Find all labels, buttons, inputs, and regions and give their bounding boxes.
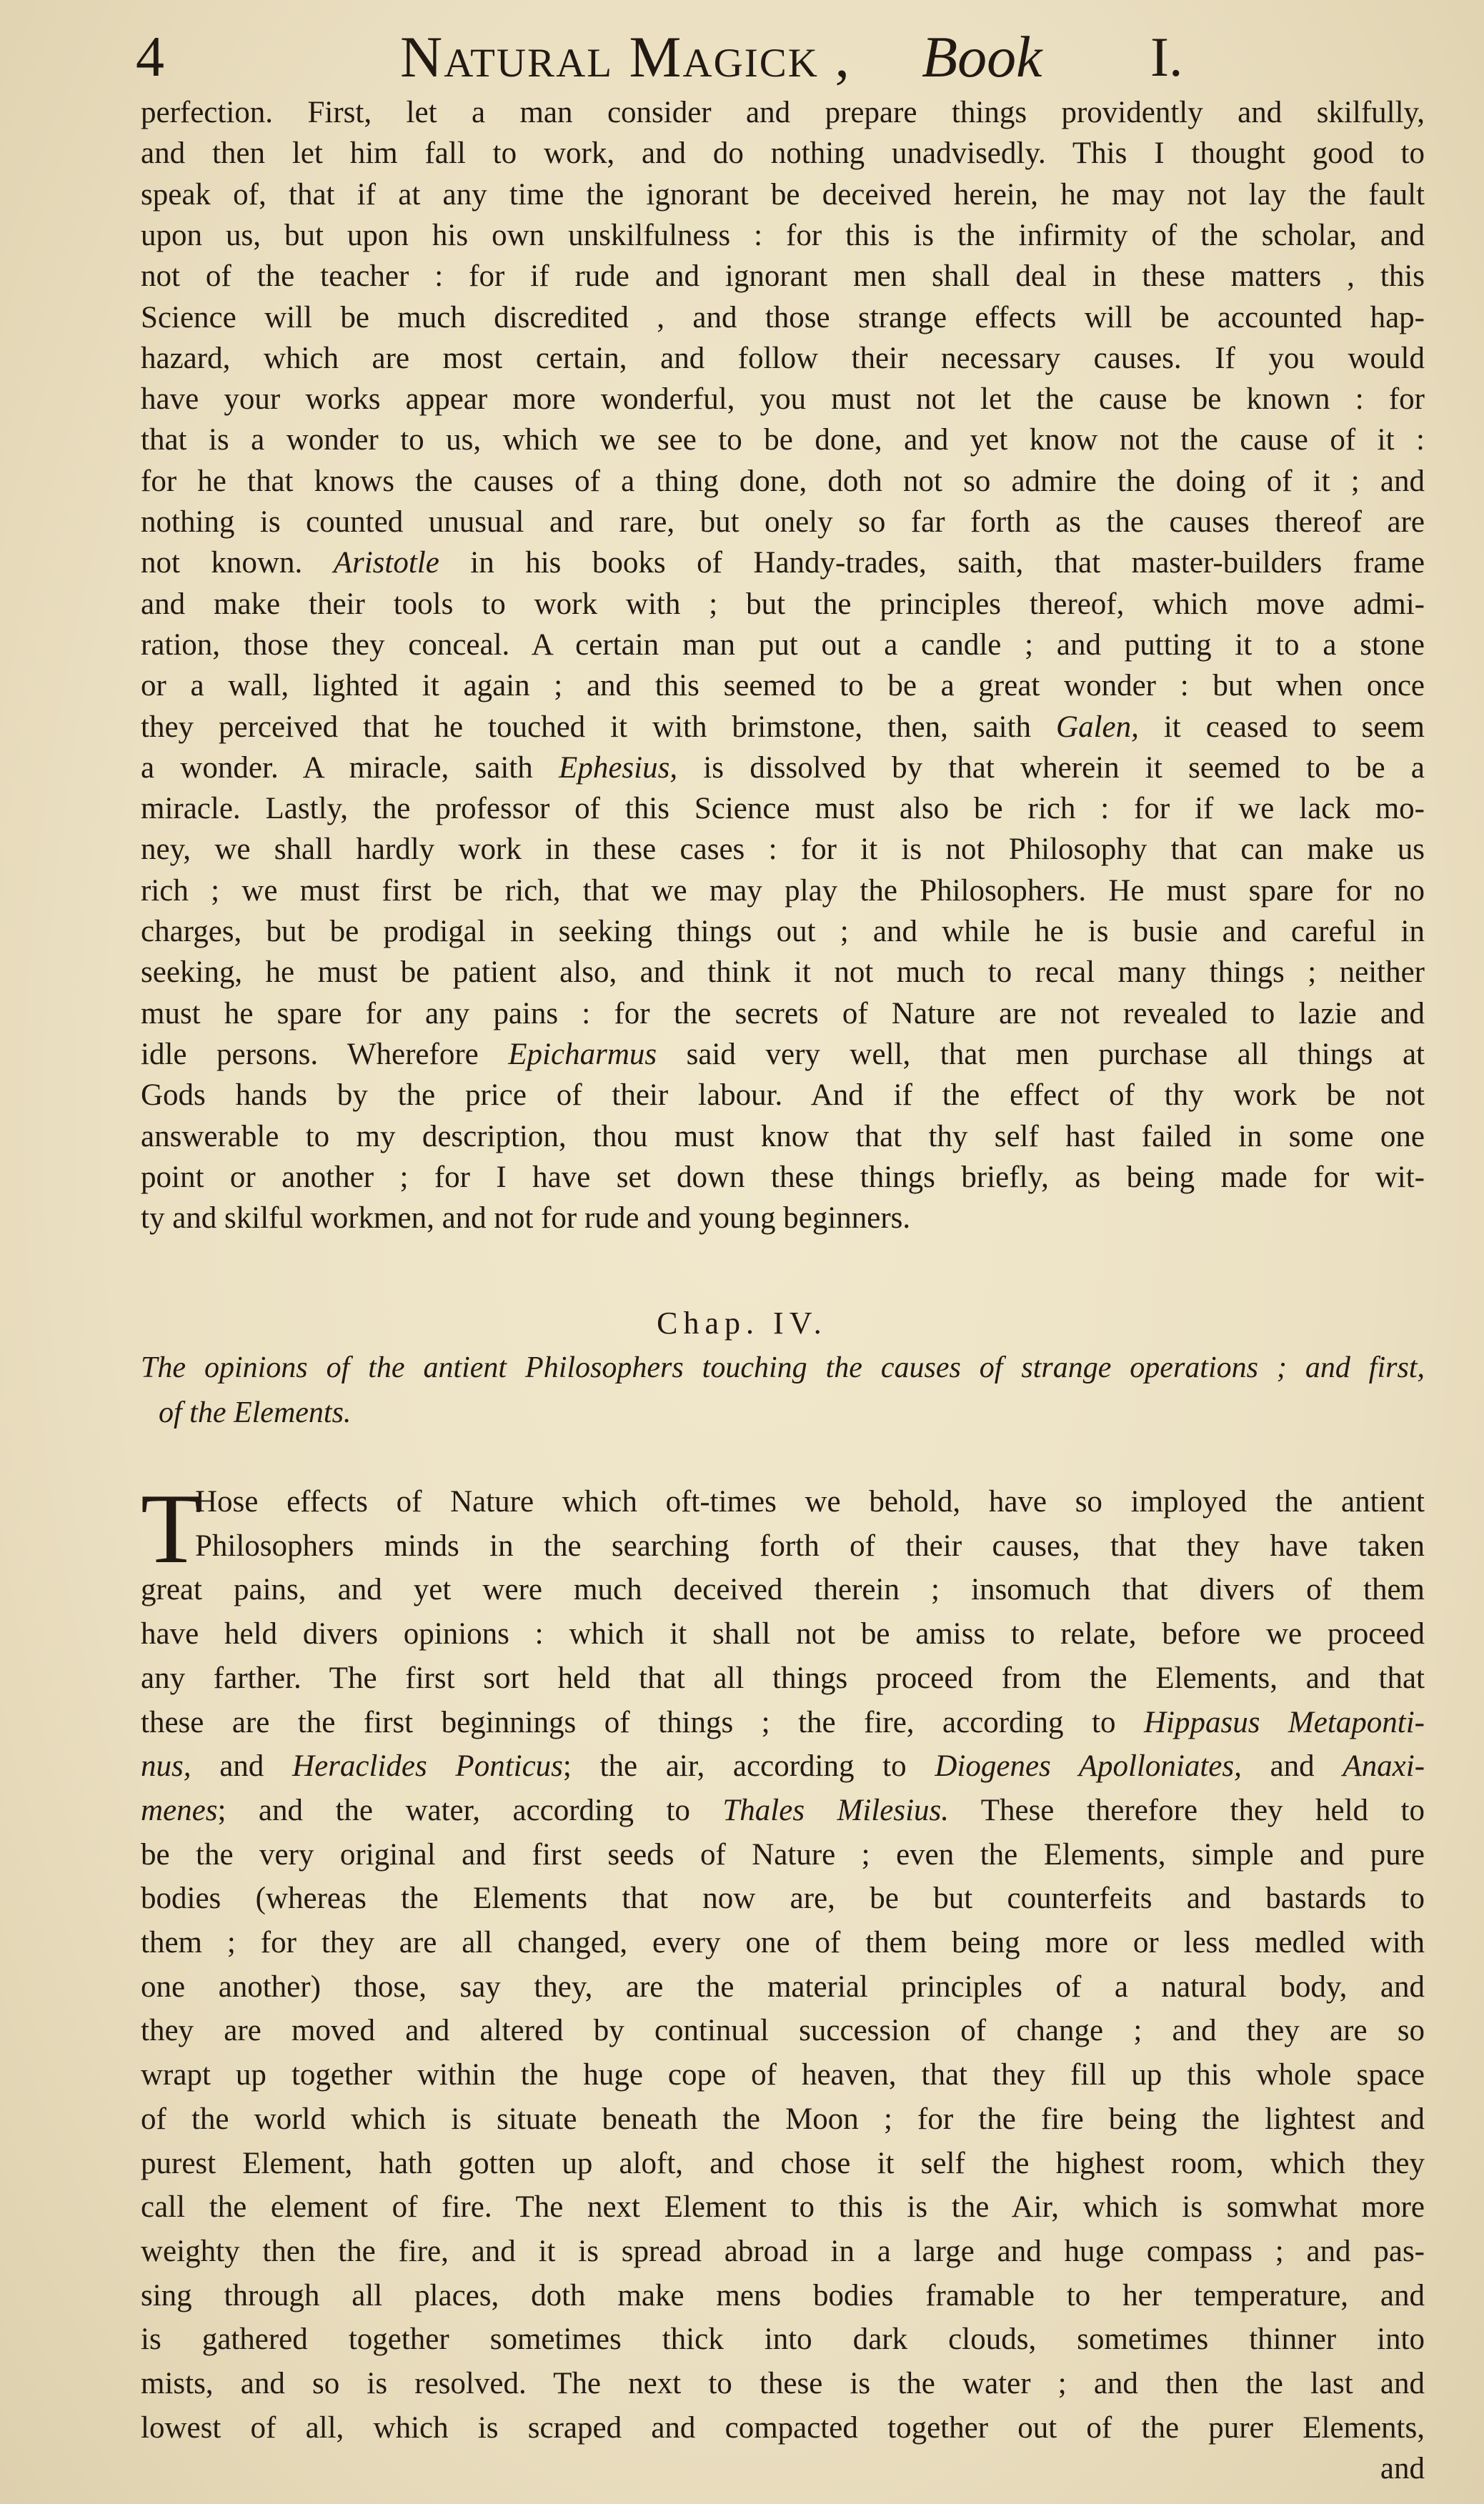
text-line [141, 747, 1425, 790]
italic-name: Diogenes Apolloniates, [935, 1749, 1242, 1784]
text-line [141, 951, 1425, 994]
text-run: mists, and so is resolved. The next to these is the water ; and then the last and [141, 2367, 1425, 2400]
text-run: Science will be much discredited , and those strange effects will be accounted hap- [141, 300, 1425, 334]
italic-name: Anaxi- [1343, 1749, 1425, 1784]
text-line [141, 1834, 1425, 1877]
text-line [141, 132, 1425, 175]
text-run: them ; for they are all changed, every one of them being more or less medled with [141, 1926, 1425, 1959]
text-run: in his books of Handy-trades, saith, that master-builders frame [439, 546, 1425, 580]
text-run: upon us, but upon his own unskilfulness : for this is the infirmity of the scholar, and [141, 218, 1425, 252]
running-book: Book [922, 24, 1042, 89]
italic-name: Hippasus Metaponti- [1143, 1705, 1425, 1739]
text-run: answerable to my description, thou must know that thy self hast failed in some one [141, 1119, 1425, 1153]
text-run: ; and the water, according to [217, 1793, 723, 1827]
text-line [141, 2054, 1425, 2097]
text-line [141, 1074, 1425, 1117]
text-run: a wonder. A miracle, saith [141, 750, 559, 785]
text-run: and then let him fall to work, and do nothing unadvisedly. This I thought good to [141, 136, 1425, 171]
text-run: Philosophers minds in the searching forth of their causes, that they have taken [195, 1529, 1425, 1563]
text-run: have your works appear more wonderful, you must not let the cause be known : for [141, 382, 1425, 417]
text-run: purest Element, hath gotten up aloft, and chose it self the highest room, which they [141, 2146, 1425, 2180]
text-run: seeking, he must be patient also, and think it not much to recal many things ; neither [141, 955, 1425, 990]
text-run: they are moved and altered by continual succession of change ; and they are so [141, 2014, 1425, 2048]
text-run: miracle. Lastly, the professor of this Science must also be rich : for if we lack mo- [141, 792, 1425, 826]
text-run: and [1241, 1749, 1343, 1784]
text-line [141, 1033, 1425, 1076]
text-line [141, 870, 1425, 913]
text-line [141, 1922, 1425, 1964]
text-line [141, 1197, 1425, 1240]
text-line [141, 460, 1425, 503]
text-run: perfection. First, let a man consider and prepare things providently and skilfully, [141, 96, 1425, 129]
text-line [141, 1156, 1425, 1199]
text-line [141, 1657, 1425, 1700]
drop-cap: T [141, 1474, 202, 1584]
text-run: Gods hands by the price of their labour. And if the effect of thy work be not [141, 1078, 1425, 1113]
italic-name: Galen, [1056, 710, 1139, 744]
text-line [141, 2098, 1425, 2141]
text-line [141, 2407, 1425, 2450]
text-line [141, 2142, 1425, 2185]
text-line [141, 378, 1425, 421]
text-line [141, 2009, 1425, 2052]
text-run: speak of, that if at any time the ignorant be deceived herein, he may not lay the fault [141, 177, 1425, 212]
italic-name: menes [141, 1793, 218, 1827]
text-line [141, 2275, 1425, 2317]
italic-name: Ephesius, [559, 750, 678, 785]
text-line [141, 706, 1425, 749]
text-run: weighty then the fire, and it is spread abroad in a large and huge compass ; and pas- [141, 2234, 1425, 2268]
text-run: idle persons. Wherefore [141, 1037, 509, 1071]
text-run: of the world which is situate beneath the Moon ; for the fire being the lightest and [141, 2102, 1425, 2136]
text-run: ration, those they conceal. A certain man put out a candle ; and putting it to a stone [141, 627, 1425, 662]
italic-name: Aristotle [333, 546, 439, 580]
text-run: any farther. The first sort held that all things proceed from the Elements, and that [141, 1661, 1425, 1695]
chapter-heading: Chap. IV. [657, 1306, 827, 1341]
text-line [141, 828, 1425, 871]
text-line [141, 993, 1425, 1035]
chapter-subtitle-line: The opinions of the antient Philosophers touching the causes of strange operations ; and first, [141, 1351, 1425, 1384]
text-run: great pains, and yet were much deceived therein ; insomuch that divers of them [141, 1573, 1425, 1607]
italic-name: Heraclides Ponticus [292, 1749, 563, 1784]
text-run: nothing is counted unusual and rare, but onely so far forth as the causes thereof are [141, 505, 1425, 539]
text-run: have held divers opinions : which it shall not be amiss to relate, before we proceed [141, 1617, 1425, 1651]
text-line [141, 2363, 1425, 2405]
text-run: lowest of all, which is scraped and compacted together out of the purer Elements, [141, 2410, 1425, 2445]
text-run: bodies (whereas the Elements that now are, be but counterfeits and bastards to [141, 1882, 1425, 1916]
text-run: that is a wonder to us, which we see to be done, and yet know not the cause of it : [141, 423, 1425, 457]
text-line [141, 1701, 1425, 1744]
text-line [141, 788, 1425, 830]
text-run: rich ; we must first be rich, that we may play the Philosophers. He must spare for no [141, 873, 1425, 908]
text-run: or a wall, lighted it again ; and this seemed to be a great wonder : but when once [141, 669, 1425, 703]
text-line [141, 624, 1425, 667]
text-run: charges, but be prodigal in seeking things out ; and while he is busie and careful in [141, 915, 1425, 948]
italic-name: nus, [141, 1749, 191, 1784]
text-run: for he that knows the causes of a thing done, doth not so admire the doing of it ; and [141, 464, 1425, 498]
chapter-subtitle-line: of the Elements. [159, 1396, 352, 1429]
text-line [141, 1569, 1425, 1611]
page-number: 4 [136, 26, 164, 89]
text-line [141, 501, 1425, 544]
text-run: and [191, 1749, 293, 1784]
text-run: is dissolved by that wherein it seemed to be a [677, 750, 1425, 785]
text-line [141, 297, 1425, 339]
text-run: not of the teacher : for if rude and ignorant men shall deal in these matters , this [141, 259, 1425, 294]
text-run: one another) those, say they, are the material principles of a natural body, and [141, 1969, 1425, 2004]
text-line [141, 910, 1425, 953]
text-line [141, 214, 1425, 257]
text-run: they perceived that he touched it with brimstone, then, saith [141, 710, 1057, 744]
text-run: call the element of fire. The next Element to this is the Air, which is somwhat more [141, 2190, 1425, 2225]
text-line [141, 1966, 1425, 2009]
text-line [141, 91, 1425, 134]
italic-name: Thales Milesius. [722, 1793, 950, 1827]
text-line [141, 583, 1425, 626]
text-line [141, 2186, 1425, 2229]
text-run: point or another ; for I have set down these things briefly, as being made for wit- [141, 1160, 1425, 1194]
text-run: is gathered together sometimes thick into dark clouds, sometimes thinner into [141, 2322, 1425, 2357]
text-line [141, 337, 1425, 380]
text-line [141, 1789, 1425, 1832]
running-title: Natural Magick , [400, 24, 851, 89]
text-line [141, 419, 1425, 462]
text-run: and make their tools to work with ; but the principles thereof, which move admi- [141, 587, 1425, 621]
catchword: and [1380, 2452, 1425, 2485]
text-line [141, 1116, 1425, 1158]
italic-name: Epicharmus [508, 1037, 657, 1071]
text-run: be the very original and first seeds of Nature ; even the Elements, simple and pure [141, 1837, 1425, 1872]
text-run: ney, we shall hardly work in these cases : for it is not Philosophy that can make us [141, 833, 1425, 867]
text-line [195, 1525, 1425, 1568]
text-line [141, 255, 1425, 298]
text-line [141, 542, 1425, 585]
text-run: must he spare for any pains : for the secrets of Nature are not revealed to lazie and [141, 996, 1425, 1030]
text-run: Hose effects of Nature which oft-times we behold, have so imployed the antient [195, 1485, 1425, 1519]
text-run: hazard, which are most certain, and follow their necessary causes. If you would [141, 341, 1425, 375]
text-line [141, 1877, 1425, 1920]
text-line [141, 1745, 1425, 1788]
text-line [141, 2230, 1425, 2273]
text-line [141, 174, 1425, 217]
text-run: ty and skilful workmen, and not for rude and young beginners. [141, 1201, 911, 1236]
text-run: it ceased to seem [1138, 710, 1425, 744]
text-line [141, 1613, 1425, 1656]
text-run: sing through all places, doth make mens bodies framable to her temperature, and [141, 2278, 1425, 2312]
text-line [141, 2318, 1425, 2361]
text-line [141, 665, 1425, 707]
text-run: said very well, that men purchase all things at [657, 1037, 1425, 1071]
text-run: ; the air, according to [562, 1749, 935, 1784]
text-run: wrapt up together within the huge cope of heaven, that they fill up this whole space [141, 2058, 1425, 2092]
running-book-number: I. [1150, 26, 1183, 88]
text-run: These therefore they held to [949, 1793, 1425, 1827]
text-run: these are the first beginnings of things ; the fire, according to [141, 1705, 1144, 1739]
text-run: not known. [141, 546, 334, 580]
text-line [195, 1481, 1425, 1524]
